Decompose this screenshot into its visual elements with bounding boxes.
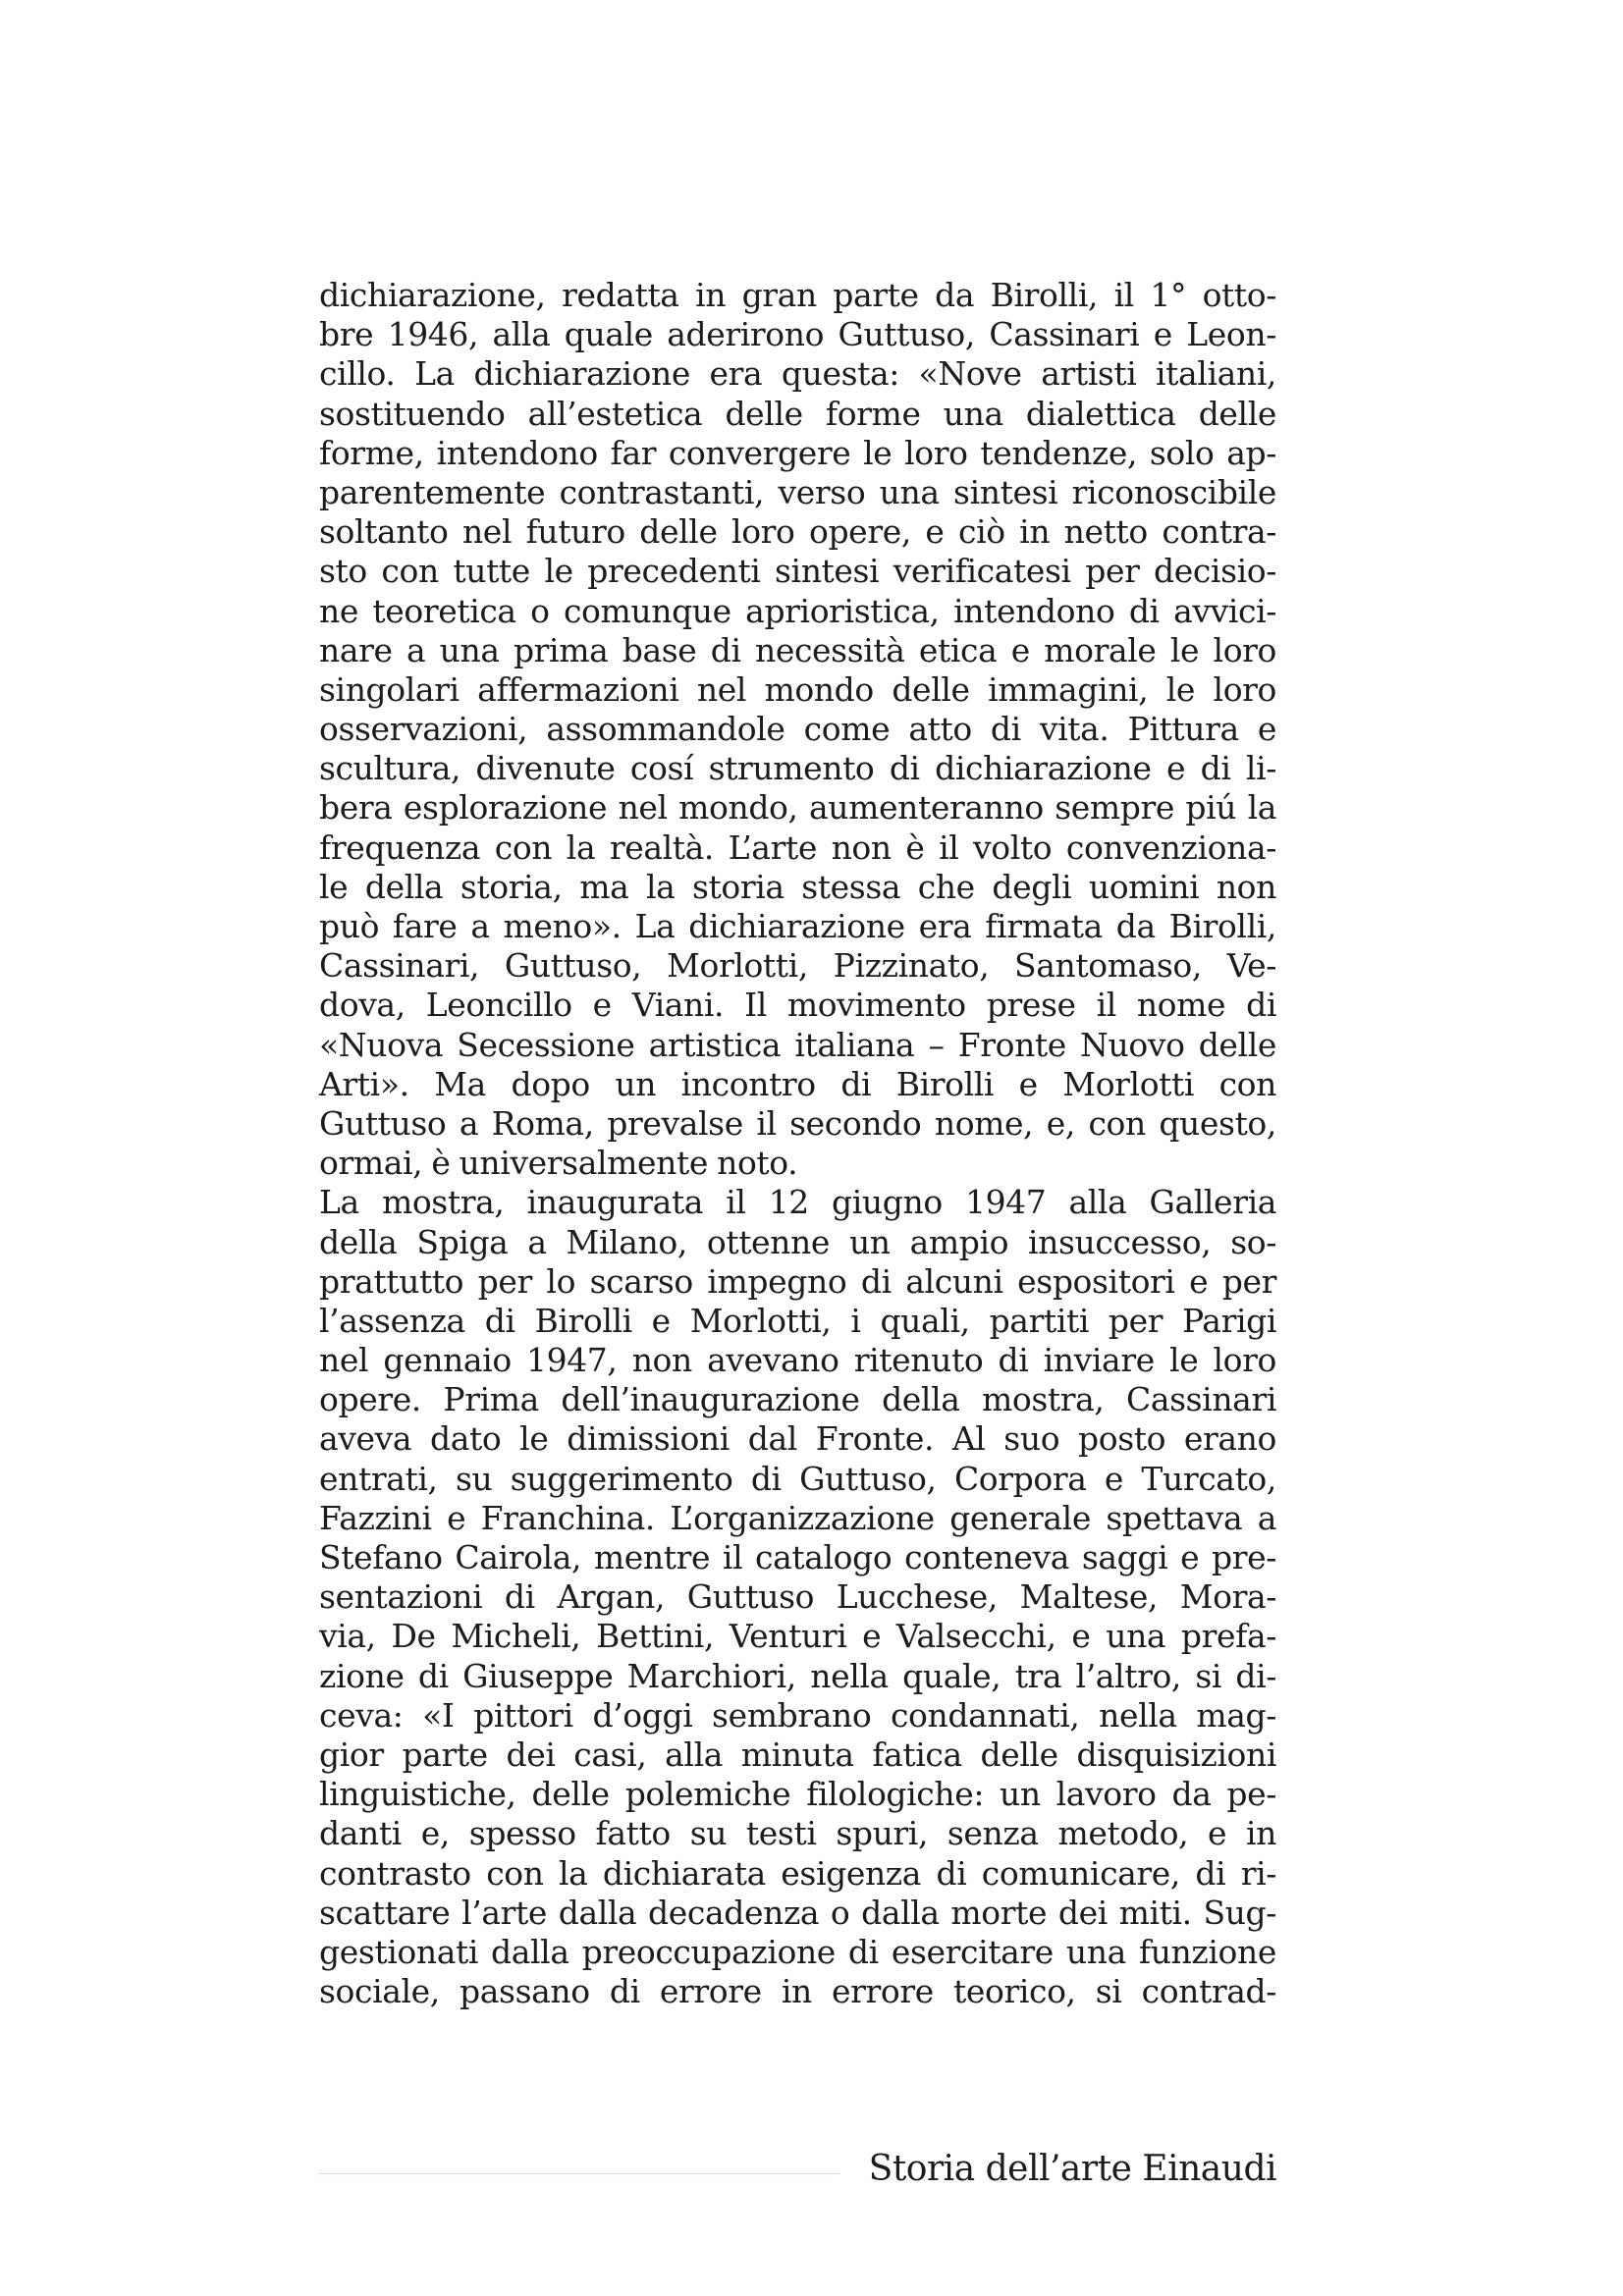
text-line: parentemente contrastanti, verso una sintesi riconoscibile bbox=[319, 472, 1276, 511]
text-line: contrasto con la dichiarata esigenza di comunicare, di ri- bbox=[319, 1853, 1276, 1893]
text-line: dova, Leoncillo e Viani. Il movimento prese il nome di bbox=[319, 986, 1276, 1025]
footer-title: Storia dell’arte Einaudi bbox=[868, 2149, 1276, 2189]
text-line: può fare a meno». La dichiarazione era firmata da Birolli, bbox=[319, 907, 1276, 945]
text-line: nare a una prima base di necessità etica e morale le loro bbox=[319, 630, 1276, 669]
text-line: linguistiche, delle polemiche filologiche: un lavoro da pe- bbox=[319, 1775, 1276, 1814]
text-line: osservazioni, assommandole come atto di vita. Pittura e bbox=[319, 710, 1276, 749]
footer-rule bbox=[319, 2173, 839, 2174]
text-line: frequenza con la realtà. L’arte non è il volto convenziona- bbox=[319, 828, 1276, 867]
text-line: Guttuso a Roma, prevalse il secondo nome, e, con questo, bbox=[319, 1103, 1276, 1143]
text-line: bera esplorazione nel mondo, aumenteranno sempre piú la bbox=[319, 788, 1276, 828]
text-line: Arti». Ma dopo un incontro di Birolli e Morlotti con bbox=[319, 1064, 1276, 1103]
text-line: danti e, spesso fatto su testi spuri, senza metodo, e in bbox=[319, 1814, 1276, 1853]
text-line: Cassinari, Guttuso, Morlotti, Pizzinato, Santomaso, Ve- bbox=[319, 946, 1276, 986]
text-line: forme, intendono far convergere le loro tendenze, solo ap- bbox=[319, 433, 1276, 472]
text-line: La mostra, inaugurata il 12 giugno 1947 alla Galleria bbox=[319, 1183, 1276, 1222]
text-line: opere. Prima dell’inaugurazione della mostra, Cassinari bbox=[319, 1380, 1276, 1419]
text-line: Stefano Cairola, mentre il catalogo conteneva saggi e pre- bbox=[319, 1538, 1276, 1576]
text-line: nel gennaio 1947, non avevano ritenuto di inviare le loro bbox=[319, 1341, 1276, 1380]
text-line: sociale, passano di errore in errore teorico, si contrad- bbox=[319, 1972, 1276, 2011]
text-line: ceva: «I pittori d’oggi sembrano condannati, nella mag- bbox=[319, 1695, 1276, 1735]
text-line: ne teoretica o comunque aprioristica, intendono di avvici- bbox=[319, 591, 1276, 630]
text-line: sentazioni di Argan, Guttuso Lucchese, Maltese, Mora- bbox=[319, 1577, 1276, 1617]
text-line: entrati, su suggerimento di Guttuso, Corpora e Turcato, bbox=[319, 1459, 1276, 1498]
text-line: sto con tutte le precedenti sintesi verificatesi per decisio- bbox=[319, 552, 1276, 591]
text-line: dichiarazione, redatta in gran parte da Birolli, il 1° otto- bbox=[319, 276, 1276, 314]
text-line: gestionati dalla preoccupazione di esercitare una funzione bbox=[319, 1932, 1276, 1971]
text-line: soltanto nel futuro delle loro opere, e ciò in netto contra- bbox=[319, 512, 1276, 552]
text-line: ormai, è universalmente noto. bbox=[319, 1144, 798, 1183]
text-line: prattutto per lo scarso impegno di alcuni espositori e per bbox=[319, 1261, 1276, 1301]
text-line: sostituendo all’estetica delle forme una dialettica delle bbox=[319, 394, 1276, 433]
text-line: le della storia, ma la storia stessa che degli uomini non bbox=[319, 867, 1276, 906]
text-line: «Nuova Secessione artistica italiana – Fronte Nuovo delle bbox=[319, 1025, 1276, 1064]
text-line: via, De Micheli, Bettini, Venturi e Valsecchi, e una prefa- bbox=[319, 1617, 1276, 1656]
text-line: zione di Giuseppe Marchiori, nella quale, tra l’altro, si di- bbox=[319, 1656, 1276, 1695]
text-line: bre 1946, alla quale aderirono Guttuso, Cassinari e Leon- bbox=[319, 315, 1276, 354]
text-line: della Spiga a Milano, ottenne un ampio insuccesso, so- bbox=[319, 1222, 1276, 1261]
text-line: scattare l’arte dalla decadenza o dalla morte dei miti. Sug- bbox=[319, 1893, 1276, 1932]
text-line: l’assenza di Birolli e Morlotti, i quali, partiti per Parigi bbox=[319, 1301, 1276, 1340]
text-line: gior parte dei casi, alla minuta fatica delle disquisizioni bbox=[319, 1735, 1276, 1774]
body-text bbox=[319, 276, 1276, 2011]
text-line: scultura, divenute cosí strumento di dichiarazione e di li- bbox=[319, 749, 1276, 788]
text-line: Fazzini e Franchina. L’organizzazione generale spettava a bbox=[319, 1498, 1276, 1537]
text-line: cillo. La dichiarazione era questa: «Nove artisti italiani, bbox=[319, 354, 1276, 394]
text-line: aveva dato le dimissioni dal Fronte. Al suo posto erano bbox=[319, 1419, 1276, 1459]
text-line: singolari affermazioni nel mondo delle immagini, le loro bbox=[319, 669, 1276, 709]
